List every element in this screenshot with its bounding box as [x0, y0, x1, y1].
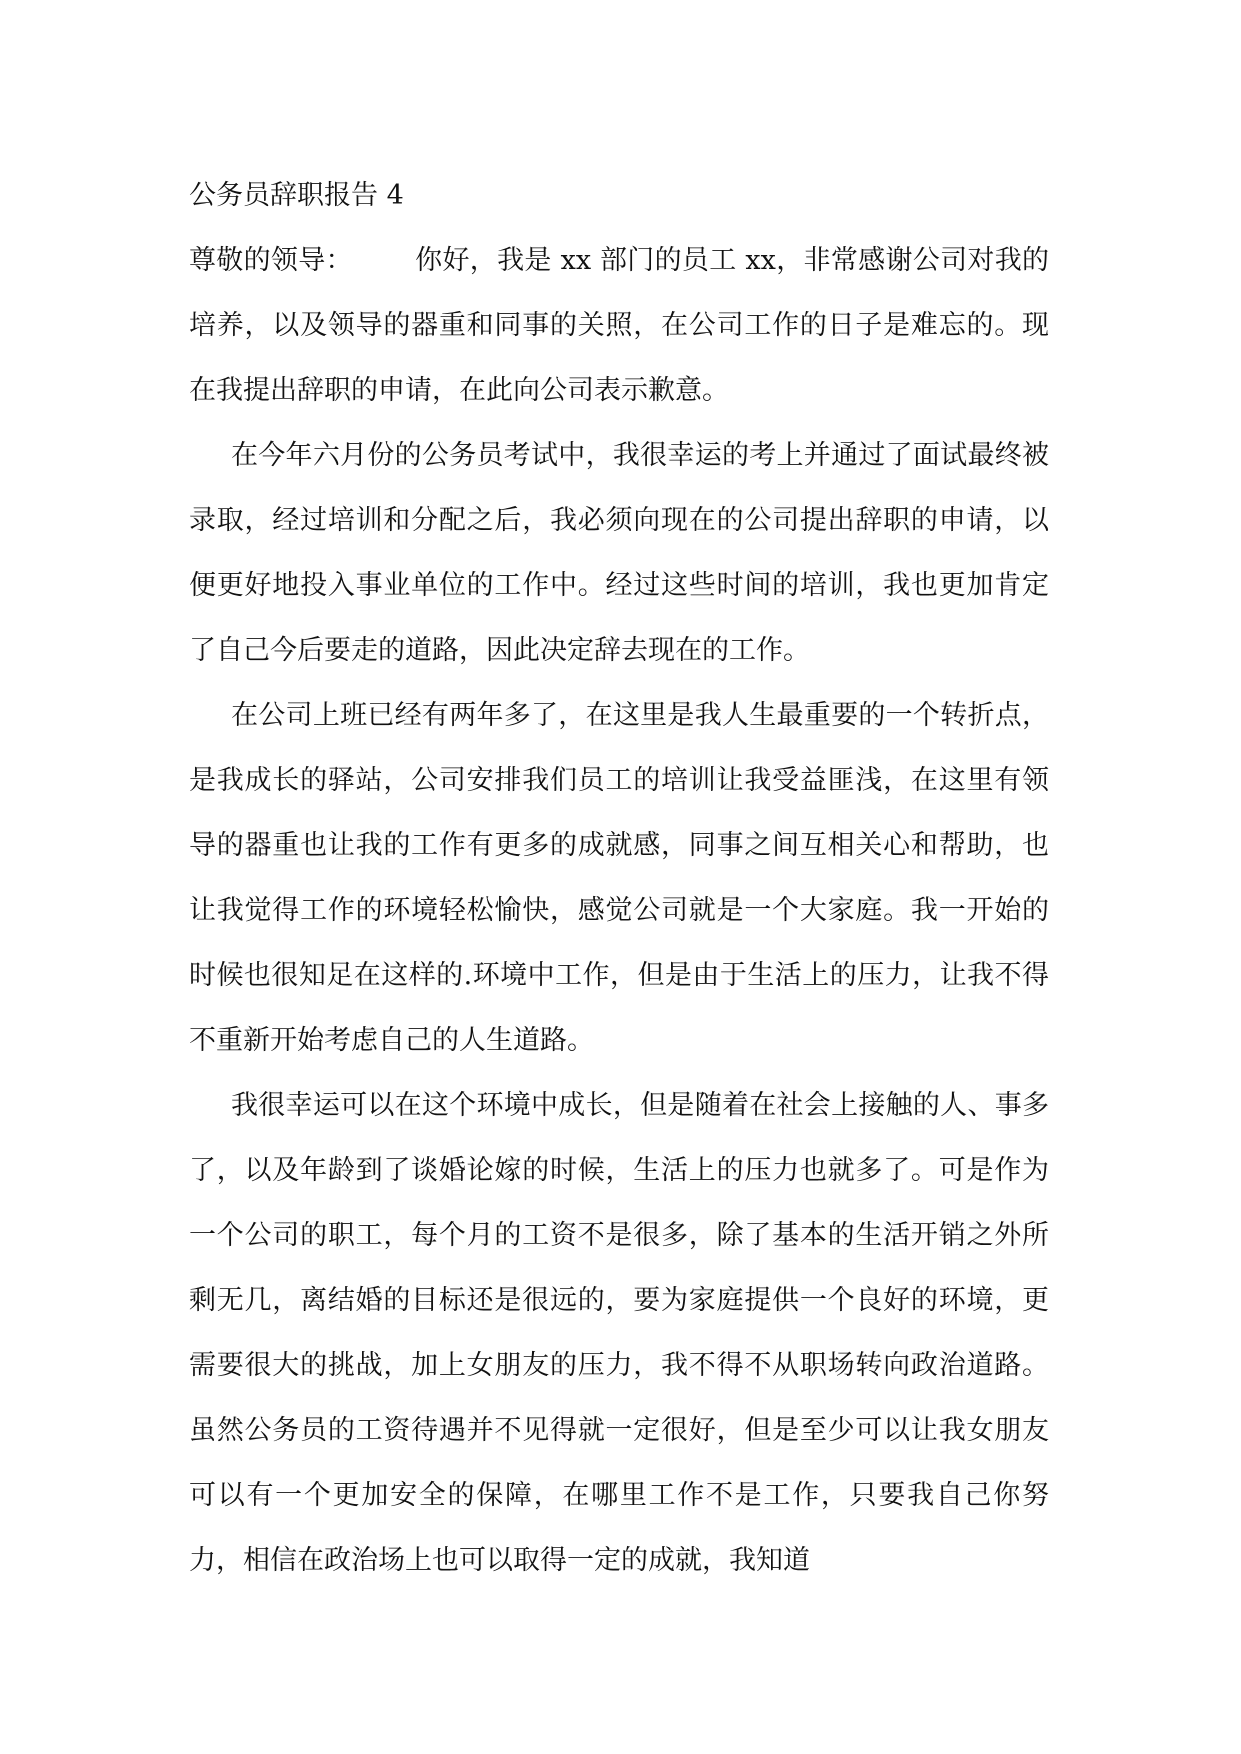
opening-text: 你好，我是 xx 部门的员工 xx，非常感谢公司对我的培养，以及领导的器重和同事的关照，在公司工作的日子是难忘的。现在我提出辞职的申请，在此向公司表示歉意。	[189, 245, 1050, 406]
opening-paragraph	[189, 228, 1049, 423]
document-title: 公务员辞职报告 4	[189, 180, 404, 211]
document-body	[189, 163, 1049, 1593]
body-paragraph-1: 在今年六月份的公务员考试中，我很幸运的考上并通过了面试最终被录取，经过培训和分配之后，我必须向现在的公司提出辞职的申请，以便更好地投入事业单位的工作中。经过这些时间的培训，我也更加肯定了自己今后要走的道路，因此决定辞去现在的工作。	[189, 440, 1049, 666]
body-paragraph-3: 我很幸运可以在这个环境中成长，但是随着在社会上接触的人、事多了，以及年龄到了谈婚论嫁的时候，生活上的压力也就多了。可是作为一个公司的职工，每个月的工资不是很多，除了基本的生活开销之外所剩无几，离结婚的目标还是很远的，要为家庭提供一个良好的环境，更需要很大的挑战，加上女朋友的压力，我不得不从职场转向政治道路。虽然公务员的工资待遇并不见得就一定很好，但是至少可以让我女朋友可以有一个更加安全的保障，在哪里工作不是工作，只要我自己你努力，相信在政治场上也可以取得一定的成就，我知道	[189, 1090, 1049, 1576]
salutation: 尊敬的领导：	[189, 245, 353, 276]
body-paragraph-2: 在公司上班已经有两年多了，在这里是我人生最重要的一个转折点，是我成长的驿站，公司安排我们员工的培训让我受益匪浅，在这里有领导的器重也让我的工作有更多的成就感，同事之间互相关心和帮助，也让我觉得工作的环境轻松愉快，感觉公司就是一个大家庭。我一开始的时候也很知足在这样的.环境中工作，但是由于生活上的压力，让我不得不重新开始考虑自己的人生道路。	[189, 700, 1049, 1056]
